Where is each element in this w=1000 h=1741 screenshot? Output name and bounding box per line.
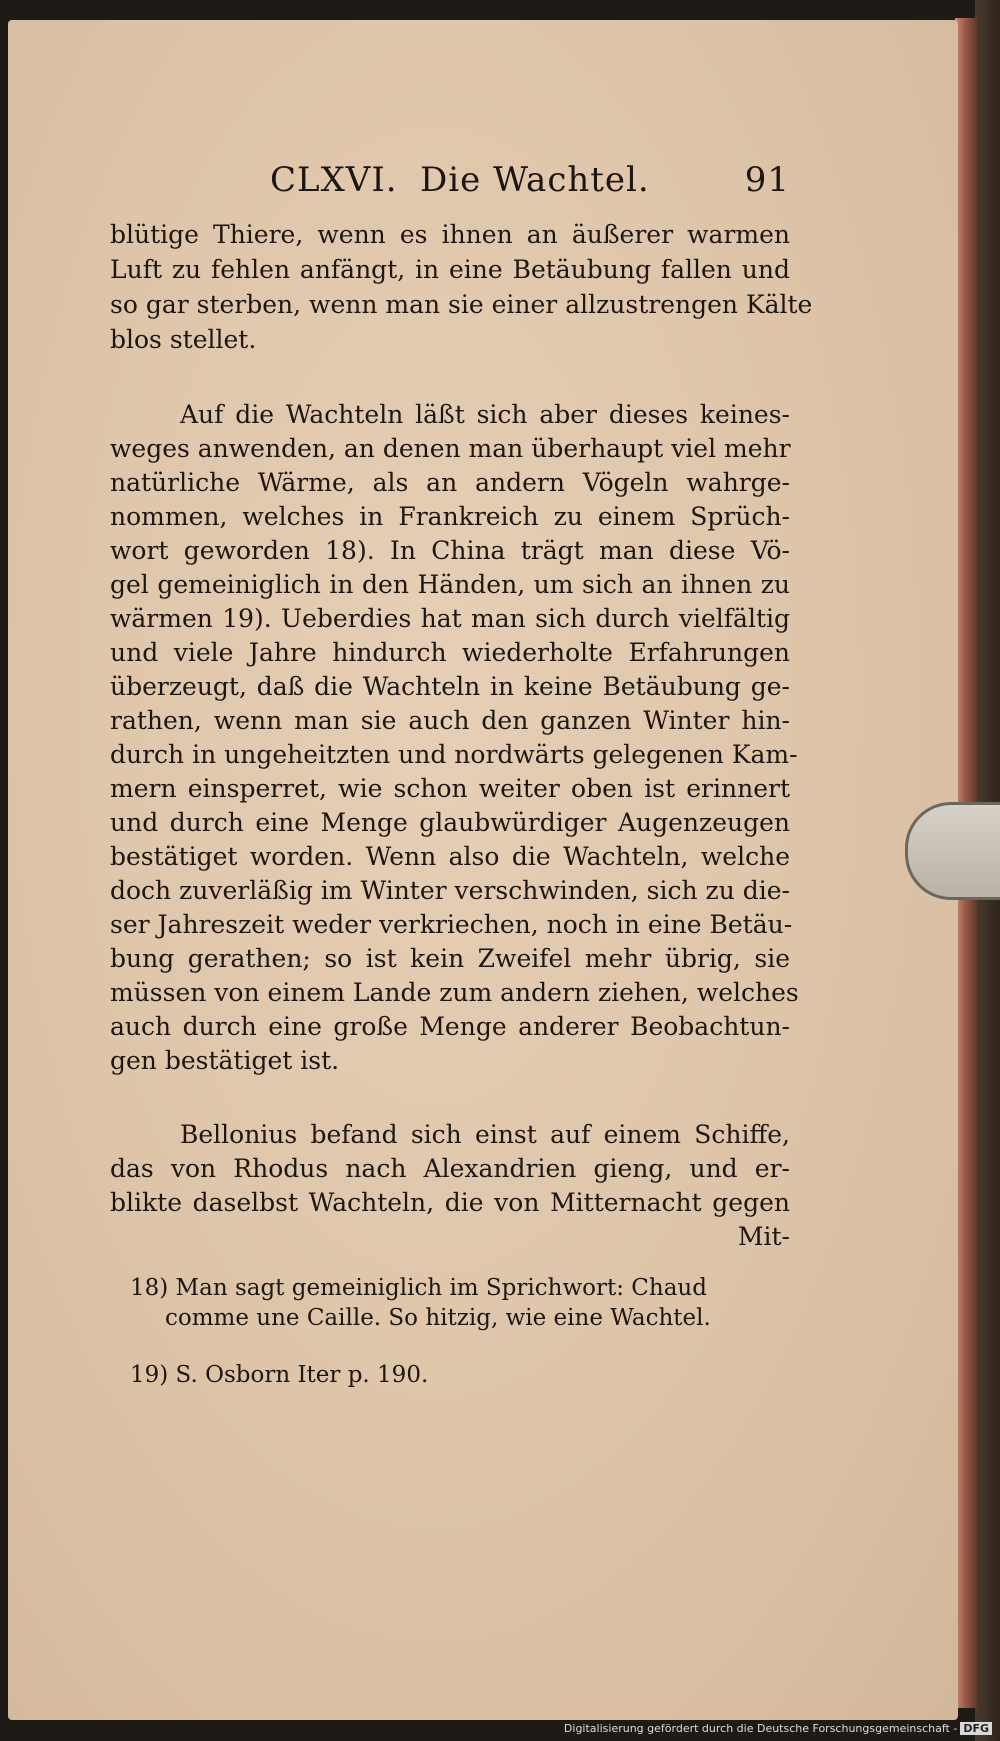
text-line: doch zuverläßig im Winter verschwinden, sich zu die- (110, 876, 790, 905)
bookmark-tab (905, 802, 1000, 900)
text-line: überzeugt, daß die Wachteln in keine Betäubung ge- (110, 672, 790, 701)
text-line: blikte daselbst Wachteln, die von Mitternacht gegen (110, 1188, 790, 1217)
chapter-title: Die Wachtel. (420, 160, 650, 200)
digitization-credit (564, 1722, 992, 1735)
text-line: Bellonius befand sich einst auf einem Schiffe, (180, 1120, 790, 1149)
chapter-number: CLXVI. (270, 160, 398, 200)
text-line: nommen, welches in Frankreich zu einem Sprüch- (110, 502, 790, 531)
running-header (270, 160, 790, 210)
text-line: bung gerathen; so ist kein Zweifel mehr übrig, sie (110, 944, 790, 973)
text-line: Auf die Wachteln läßt sich aber dieses keines- (180, 400, 790, 429)
text-line: wort geworden 18). In China trägt man diese Vö- (110, 536, 790, 565)
text-line: weges anwenden, an denen man überhaupt viel mehr (110, 434, 791, 463)
footnote-18-line-2: comme une Caille. So hitzig, wie eine Wachtel. (165, 1305, 711, 1331)
text-line: bestätiget worden. Wenn also die Wachteln, welche (110, 842, 790, 871)
text-line: so gar sterben, wenn man sie einer allzustrengen Kälte (110, 290, 813, 319)
text-line: blütige Thiere, wenn es ihnen an äußerer warmen (110, 220, 790, 249)
footnote-19: 19) S. Osborn Iter p. 190. (130, 1362, 429, 1388)
page-number: 91 (744, 160, 790, 200)
credit-text: Digitalisierung gefördert durch die Deutsche Forschungsgemeinschaft - (563, 1722, 958, 1735)
dfg-logo: DFG (960, 1722, 992, 1735)
text-line: natürliche Wärme, als an andern Vögeln wahrge- (110, 468, 790, 497)
text-line: mern einsperret, wie schon weiter oben ist erinnert (110, 774, 790, 803)
footnote-18-line-1: 18) Man sagt gemeiniglich im Sprichwort: Chaud (130, 1275, 707, 1301)
text-line: durch in ungeheitzten und nordwärts gelegenen Kam- (110, 740, 798, 769)
text-line: und durch eine Menge glaubwürdiger Augenzeugen (110, 808, 790, 837)
catchword: Mit- (737, 1222, 790, 1251)
text-line: rathen, wenn man sie auch den ganzen Winter hin- (110, 706, 790, 735)
text-line: und viele Jahre hindurch wiederholte Erfahrungen (110, 638, 790, 667)
text-line: wärmen 19). Ueberdies hat man sich durch vielfältig (110, 604, 790, 633)
text-line: gen bestätiget ist. (110, 1046, 340, 1075)
text-line: ser Jahreszeit weder verkriechen, noch in eine Betäu- (110, 910, 793, 939)
text-line: das von Rhodus nach Alexandrien gieng, und er- (110, 1154, 790, 1183)
text-line: blos stellet. (110, 325, 257, 354)
text-line: müssen von einem Lande zum andern ziehen, welches (110, 978, 799, 1007)
text-line: gel gemeiniglich in den Händen, um sich an ihnen zu (110, 570, 790, 599)
text-line: Luft zu fehlen anfängt, in eine Betäubung fallen und (110, 255, 790, 284)
text-line: auch durch eine große Menge anderer Beobachtun- (110, 1012, 790, 1041)
